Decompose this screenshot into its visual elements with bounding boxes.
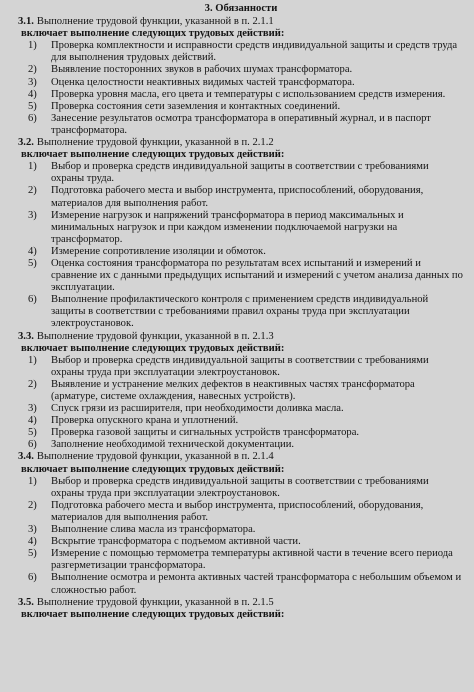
list-item	[18, 500, 464, 524]
list-item-number: 4)	[28, 245, 37, 257]
action-list	[18, 40, 464, 137]
action-list	[18, 355, 464, 452]
section-bold-text: включает выполнение следующих трудовых действий:	[21, 463, 285, 475]
list-item-text: Выбор и проверка средств индивидуальной защиты в соответствии с требованиями охраны труда.	[51, 161, 429, 185]
list-item	[18, 572, 464, 596]
list-item-text: Выявление посторонних звуков в рабочих шумах трансформатора.	[51, 64, 353, 76]
list-item-text: Оценка состояния трансформатора по результатам всех испытаний и измерений и сравнение их с данными предыдущих испытаний и измерений с учетом анализа данных по эксплуатации.	[51, 257, 463, 294]
section-intro: Выполнение трудовой функции, указанной в п. 2.1.2	[36, 137, 274, 149]
section-heading	[18, 451, 464, 475]
list-item-text: Занесение результатов осмотра трансформатора в оперативный журнал, и в паспорт трансформатора.	[51, 112, 431, 136]
list-item	[18, 415, 464, 427]
list-item-number: 4)	[28, 415, 37, 427]
list-item-number: 2)	[28, 499, 37, 511]
list-item-number: 1)	[28, 354, 37, 366]
list-item-text: Выбор и проверка средств индивидуальной защиты в соответствии с требованиями охраны труда при эксплуатации электроустановок.	[51, 475, 429, 499]
list-item	[18, 548, 464, 572]
list-item	[18, 185, 464, 209]
list-item-number: 1)	[28, 475, 37, 487]
list-item	[18, 161, 464, 185]
section-bold-text: включает выполнение следующих трудовых действий:	[21, 342, 285, 354]
action-list	[18, 161, 464, 330]
section-number: 3.2.	[18, 137, 34, 149]
list-item-text: Подготовка рабочего места и выбор инструмента, приспособлений, оборудования, материалов для выполнения работ.	[51, 185, 424, 209]
list-item-number: 6)	[28, 572, 37, 584]
list-item	[18, 379, 464, 403]
list-item-number: 5)	[28, 427, 37, 439]
list-item-number: 5)	[28, 548, 37, 560]
list-item	[18, 294, 464, 330]
list-item	[18, 476, 464, 500]
list-item-number: 5)	[28, 257, 37, 269]
list-item-text: Проверка комплектности и исправности средств индивидуальной защиты и средств труда для выполнения трудовых действий.	[51, 40, 458, 64]
list-item-number: 6)	[28, 439, 37, 451]
list-item-text: Проверка опускного крана и уплотнений.	[51, 415, 239, 427]
list-item	[18, 355, 464, 379]
section-bold-text: включает выполнение следующих трудовых действий:	[21, 28, 285, 40]
list-item-text: Подготовка рабочего места и выбор инструмента, приспособлений, оборудования, материалов для выполнения работ.	[51, 499, 424, 523]
list-item-text: Измерение с помощью термометра температуры активной части в течение всего периода разгерметизации трансформатора.	[51, 548, 453, 572]
list-item	[18, 427, 464, 439]
list-item-text: Проверка состояния сети заземления и контактных соединений.	[51, 100, 341, 112]
list-item-text: Вскрытие трансформатора с подъемом активной части.	[51, 536, 301, 548]
sections-container	[18, 16, 464, 621]
section-3	[18, 331, 464, 452]
list-item	[18, 524, 464, 536]
list-item	[18, 536, 464, 548]
action-list	[18, 476, 464, 597]
section-5	[18, 597, 464, 621]
section-number: 3.3.	[18, 330, 34, 342]
list-item-number: 6)	[28, 112, 37, 124]
list-item-number: 4)	[28, 88, 37, 100]
section-intro: Выполнение трудовой функции, указанной в п. 2.1.3	[36, 330, 274, 342]
list-item-text: Спуск грязи из расширителя, при необходимости доливка масла.	[51, 403, 344, 415]
list-item-text: Выбор и проверка средств индивидуальной защиты в соответствии с требованиями охраны труда при эксплуатации электроустановок.	[51, 354, 429, 378]
list-item	[18, 403, 464, 415]
list-item-text: Проверка газовой защиты и сигнальных устройств трансформатора.	[51, 427, 360, 439]
list-item-text: Измерение сопротивление изоляции и обмоток.	[51, 245, 266, 257]
list-item-number: 2)	[28, 64, 37, 76]
section-bold-text: включает выполнение следующих трудовых действий:	[21, 608, 285, 620]
list-item-text: Выполнение профилактического контроля с применением средств индивидуальной защиты в соответствии с требованиями правил охраны труда при эксплуатации электроустановок.	[51, 294, 429, 330]
section-heading	[18, 16, 464, 40]
list-item-number: 1)	[28, 161, 37, 173]
list-item	[18, 113, 464, 137]
section-1	[18, 16, 464, 137]
document-title: 3. Обязанности	[204, 3, 278, 14]
list-item	[18, 210, 464, 246]
list-item-number: 3)	[28, 76, 37, 88]
list-item-text: Измерение нагрузок и напряжений трансформатора в период максимальных и минимальных нагрузок и при каждом изменении подключаемой нагрузки на трансформатор.	[51, 209, 404, 245]
list-item-number: 1)	[28, 40, 37, 52]
section-heading	[18, 137, 464, 161]
list-item-text: Заполнение необходимой технической документации.	[51, 439, 295, 451]
section-heading	[18, 597, 464, 621]
section-bold-text: включает выполнение следующих трудовых действий:	[21, 149, 285, 161]
section-4	[18, 451, 464, 596]
list-item-number: 2)	[28, 378, 37, 390]
list-item	[18, 439, 464, 451]
list-item-number: 3)	[28, 209, 37, 221]
list-item	[18, 64, 464, 76]
section-number: 3.1.	[18, 16, 34, 28]
list-item-number: 5)	[28, 100, 37, 112]
section-number: 3.4.	[18, 451, 34, 463]
section-heading	[18, 331, 464, 355]
list-item-number: 4)	[28, 536, 37, 548]
list-item-text: Выполнение осмотра и ремонта активных частей трансформатора с небольшим объемом и сложностью работ.	[51, 572, 462, 596]
list-item	[18, 101, 464, 113]
list-item-number: 6)	[28, 294, 37, 306]
list-item	[18, 40, 464, 64]
list-item	[18, 246, 464, 258]
list-item	[18, 77, 464, 89]
list-item-text: Оценка целостности неактивных видимых частей трансформатора.	[51, 76, 355, 88]
list-item	[18, 258, 464, 294]
list-item-text: Выполнение слива масла из трансформатора.	[51, 524, 256, 536]
list-item-number: 2)	[28, 185, 37, 197]
section-intro: Выполнение трудовой функции, указанной в п. 2.1.5	[36, 596, 274, 608]
list-item-text: Проверка уровня масла, его цвета и температуры с использованием средств измерения.	[51, 88, 446, 100]
list-item	[18, 89, 464, 101]
list-item-number: 3)	[28, 403, 37, 415]
section-intro: Выполнение трудовой функции, указанной в п. 2.1.1	[36, 16, 274, 28]
section-number: 3.5.	[18, 596, 34, 608]
list-item-number: 3)	[28, 524, 37, 536]
list-item-text: Выявление и устранение мелких дефектов в неактивных частях трансформатора (арматуре, системе охлаждения, навесных устройств).	[51, 378, 415, 402]
section-intro: Выполнение трудовой функции, указанной в п. 2.1.4	[36, 451, 274, 463]
section-2	[18, 137, 464, 331]
